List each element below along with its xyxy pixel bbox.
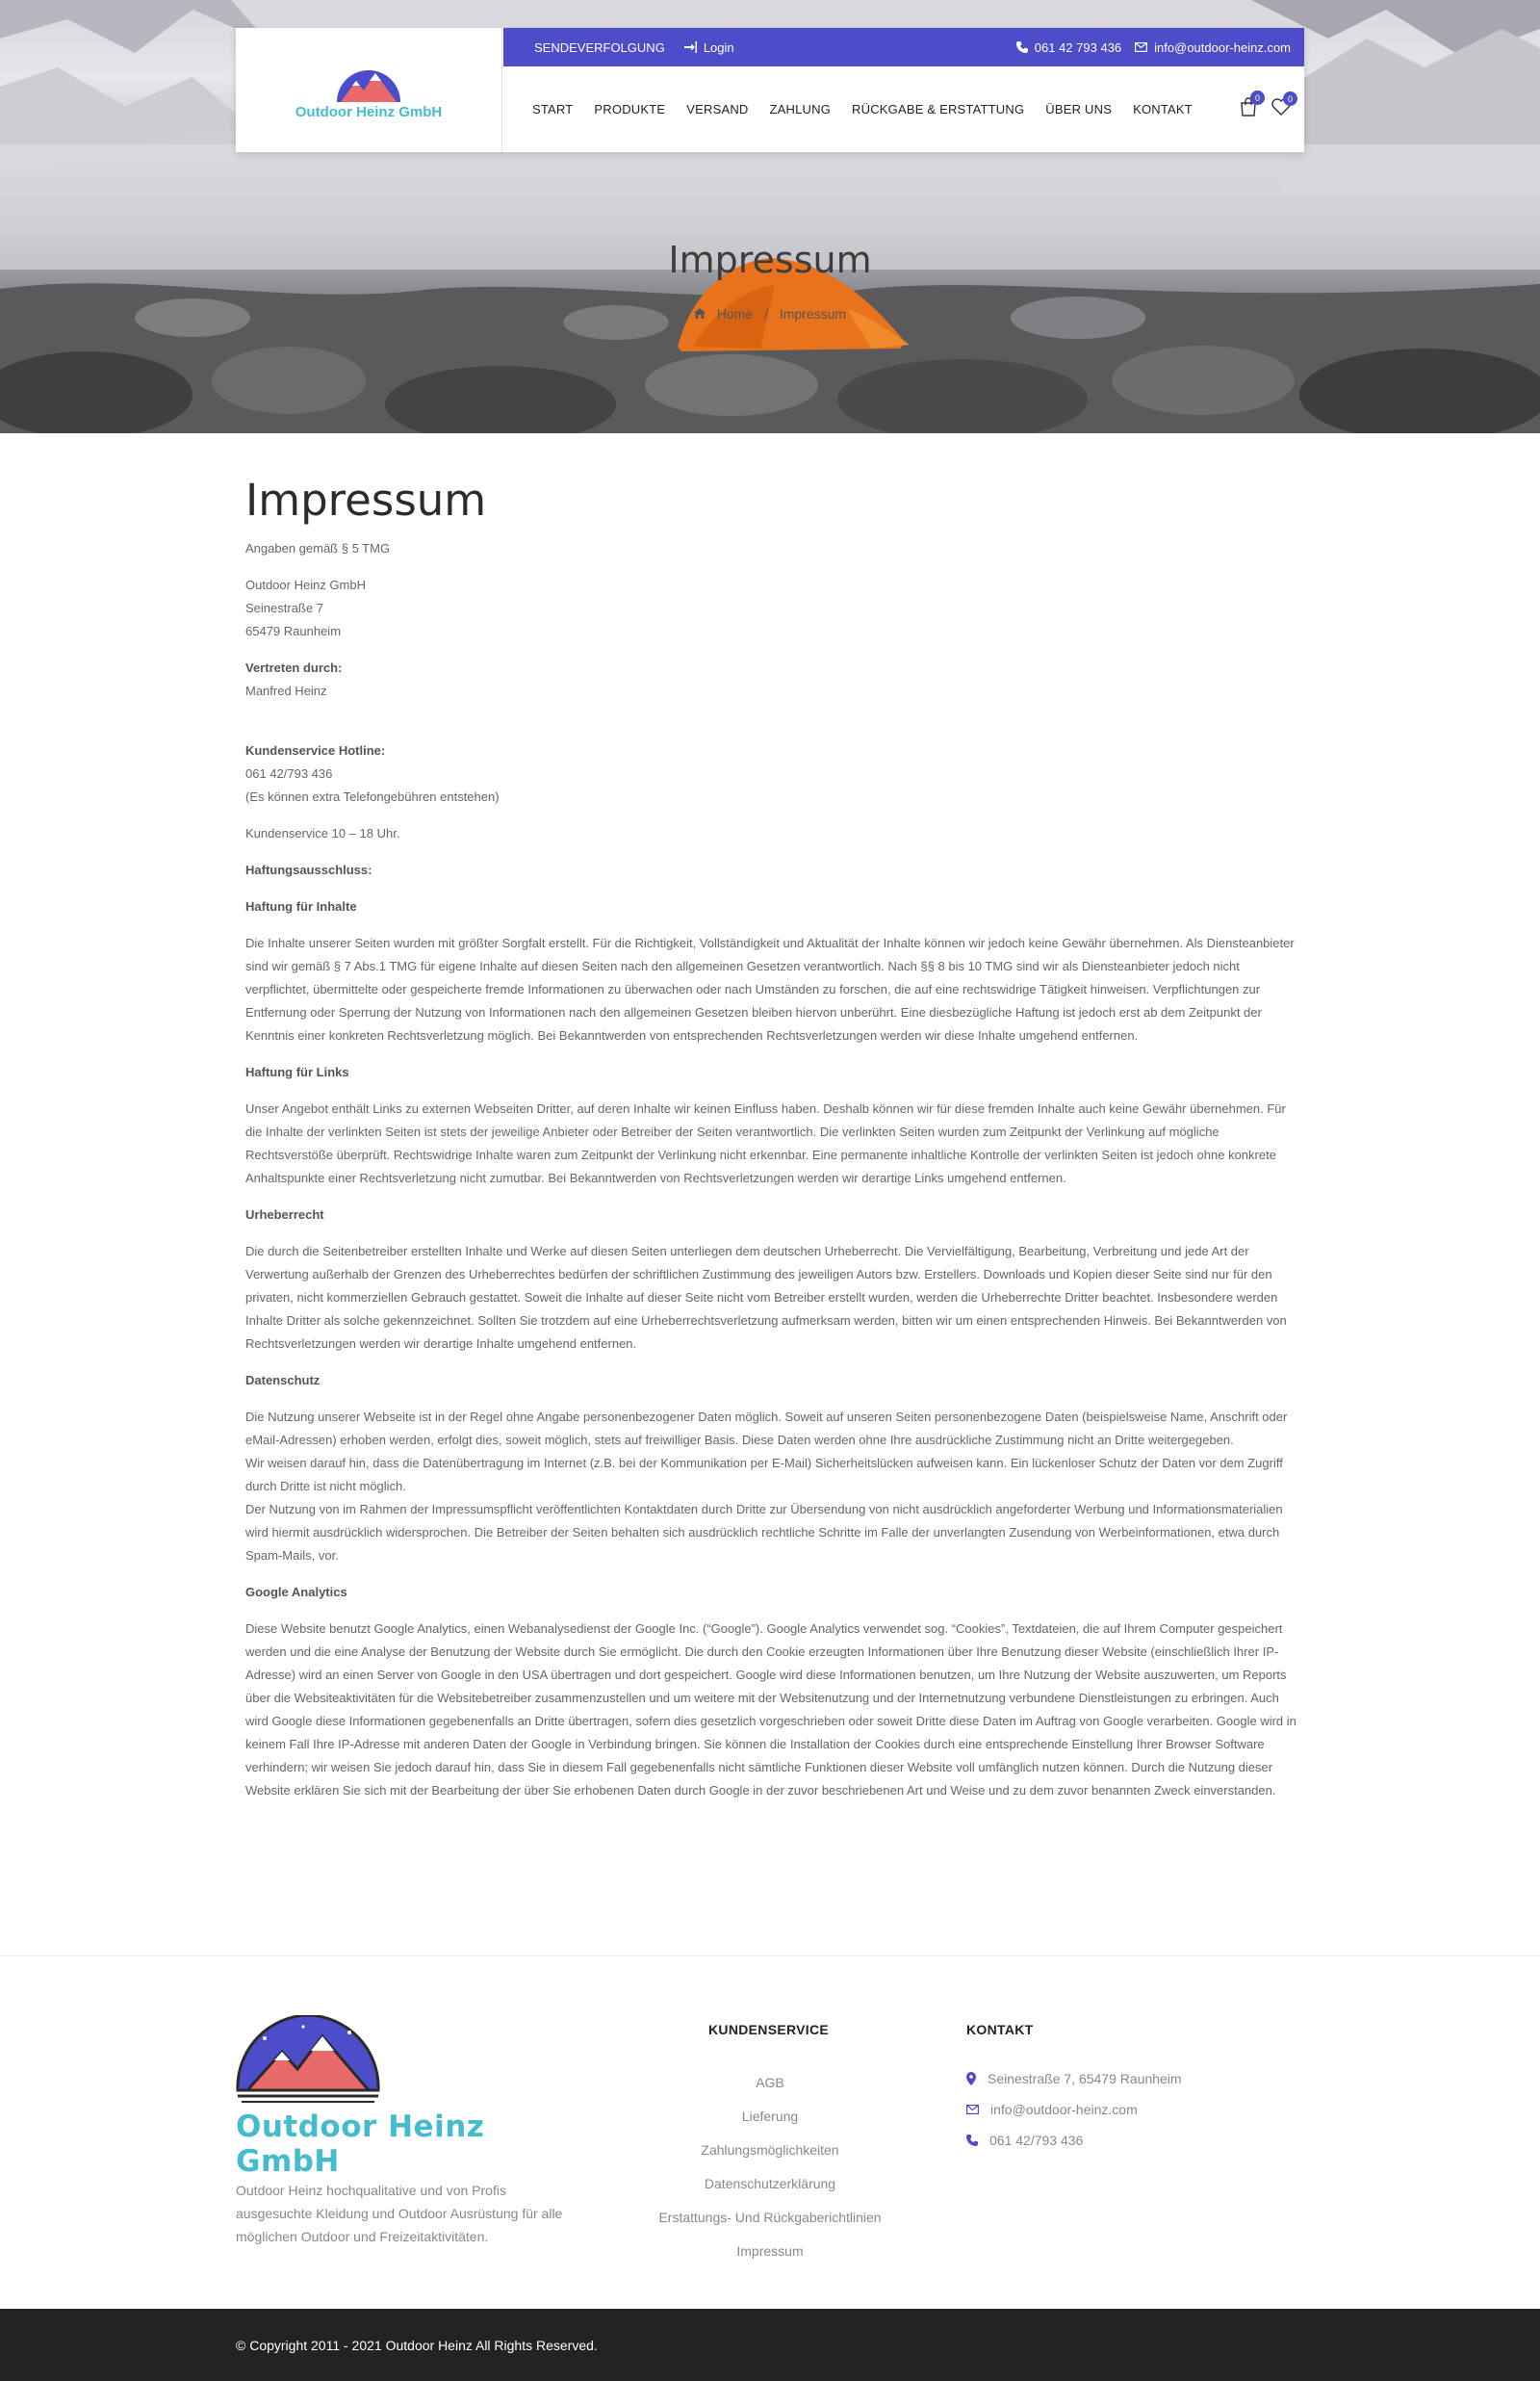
copyright-heading: Urheberrecht bbox=[245, 1207, 324, 1222]
cart-count-badge: 0 bbox=[1250, 91, 1265, 105]
hotline-label: Kundenservice Hotline: bbox=[245, 743, 386, 758]
tmg-notice: Angaben gemäß § 5 TMG bbox=[245, 541, 391, 556]
content-liability-text: Die Inhalte unserer Seiten wurden mit größter Sorgfalt erstellt. Für die Richtigkeit, Vollständigkeit und Aktualität der Inhalte können wir jedoch keine Gewähr übernehmen. Als Diensteanbieter sind wir gemäß § 7 Abs.1 TMG für eigene Inhalte auf diesen Seiten nach den allgemeinen Gesetzen verantwortlich. Nach §§ 8 bis 10 TMG sind wir als Diensteanbieter jedoch nicht verpflichtet, übermittelte oder gespeicherte fremde Informationen zu überwachen oder nach Umständen zu forschen, die auf eine rechtswidrige Tätigkeit hinweisen. Verpflichtungen zur Entfernung oder Sperrung der Nutzung von Informationen nach den allgemeinen Gesetzen bleiben hiervon unberührt. Eine diesbezügliche Haftung ist jedoch erst ab dem Zeitpunkt der Kenntnis einer konkreten Rechtsverletzung möglich. Bei Bekanntwerden von entsprechenden Rechtsverletzungen werden wir diese Inhalte umgehend entfernen. bbox=[245, 936, 1295, 1043]
nav-item-rueckgabe[interactable]: RÜCKGABE & ERSTATTUNG bbox=[852, 102, 1025, 116]
login-link[interactable] bbox=[684, 40, 734, 55]
contact-list bbox=[966, 2063, 1182, 2156]
represented-label: Vertreten durch: bbox=[245, 660, 343, 675]
service-links bbox=[616, 2066, 924, 2268]
nav-item-start[interactable]: START bbox=[532, 102, 574, 116]
footer-link-erstattung[interactable]: Erstattungs- Und Rückgaberichtlinien bbox=[658, 2210, 882, 2225]
contact-email-text: info@outdoor-heinz.com bbox=[990, 2102, 1138, 2117]
contact-title: KONTAKT bbox=[966, 2022, 1034, 2037]
mountain-logo-icon bbox=[333, 60, 404, 102]
footer-link-lieferung[interactable]: Lieferung bbox=[741, 2109, 799, 2124]
footer-divider bbox=[0, 1955, 1540, 1956]
envelope-icon bbox=[966, 2105, 979, 2114]
address-city: 65479 Raunheim bbox=[245, 624, 342, 638]
company-address bbox=[245, 574, 1296, 643]
liability-heading: Haftungsausschluss: bbox=[245, 863, 372, 877]
nav-item-produkte[interactable]: PRODUKTE bbox=[594, 102, 666, 116]
privacy-text-2: Wir weisen darauf hin, dass die Datenübertragung im Internet (z.B. bei der Kommunikation per E-Mail) Sicherheitslücken aufweisen kann. Ein lückenloser Schutz der Daten vor dem Zugriff durch Dritte ist nicht möglich. bbox=[245, 1456, 1283, 1493]
footer-logo-text: Outdoor Heinz GmbH bbox=[236, 2109, 485, 2179]
email-label: info@outdoor-heinz.com bbox=[1154, 39, 1291, 55]
content-liability-heading: Haftung für Inhalte bbox=[245, 899, 357, 914]
home-icon[interactable] bbox=[694, 306, 709, 322]
main-nav bbox=[503, 66, 1304, 152]
footer-link-zahlung[interactable]: Zahlungsmöglichkeiten bbox=[701, 2142, 839, 2158]
hotline-note: (Es können extra Telefongebühren entstehen) bbox=[245, 789, 500, 804]
nav-item-versand[interactable]: VERSAND bbox=[686, 102, 749, 116]
footer-link-impressum[interactable]: Impressum bbox=[736, 2243, 804, 2259]
represented-by bbox=[245, 657, 1296, 703]
nav-item-zahlung[interactable]: ZAHLUNG bbox=[769, 102, 832, 116]
contact-phone[interactable] bbox=[966, 2125, 1182, 2156]
analytics-heading: Google Analytics bbox=[245, 1585, 347, 1599]
hotline-number: 061 42/793 436 bbox=[245, 766, 333, 781]
address-company: Outdoor Heinz GmbH bbox=[245, 578, 366, 592]
service-title: KUNDENSERVICE bbox=[708, 2022, 829, 2037]
wishlist-count-badge: 0 bbox=[1283, 91, 1297, 106]
login-icon bbox=[684, 41, 697, 53]
contact-phone-text: 061 42/793 436 bbox=[989, 2133, 1084, 2148]
topbar bbox=[503, 28, 1304, 66]
footer-link-agb[interactable]: AGB bbox=[756, 2075, 784, 2090]
copyright-bar bbox=[0, 2309, 1540, 2381]
copyright-text: © Copyright 2011 - 2021 Outdoor Heinz All Rights Reserved. bbox=[236, 2337, 598, 2353]
address-street: Seinestraße 7 bbox=[245, 601, 323, 615]
page-title: Impressum bbox=[245, 475, 487, 526]
links-liability-text: Unser Angebot enthält Links zu externen Webseiten Dritter, auf deren Inhalte wir keinen Einfluss haben. Deshalb können wir für diese fremden Inhalte auch keine Gewähr übernehmen. Für die Inhalte der verlinkten Seiten ist stets der jeweilige Anbieter oder Betreiber der Seiten verantwortlich. Die verlinkten Seiten wurden zum Zeitpunkt der Verlinkung auf mögliche Rechtsverstöße überprüft. Rechtswidrige Inhalte waren zum Zeitpunkt der Verlinkung nicht erkennbar. Eine permanente inhaltliche Kontrolle der verlinkten Seiten ist jedoch ohne konkrete Anhaltspunkte einer Rechtsverletzung nicht zumutbar. Bei Bekanntwerden von Rechtsverletzungen werden wir derartige Links umgehend entfernen. bbox=[245, 1101, 1286, 1185]
breadcrumb-current: Impressum bbox=[779, 306, 847, 322]
contact-email[interactable] bbox=[966, 2094, 1182, 2125]
footer-description: Outdoor Heinz hochqualitative und von Profis ausgesuchte Kleidung und Outdoor Ausrüstung für alle möglichen Outdoor und Freizeitaktivitäten. bbox=[236, 2183, 563, 2244]
privacy-text-3: Der Nutzung von im Rahmen der Impressumspflicht veröffentlichten Kontaktdaten durch Dritte zur Übersendung von nicht ausdrücklich angeforderter Werbung und Informationsmaterialien wird hiermit ausdrücklich widersprochen. Die Betreiber der Seiten behalten sich ausdrücklich rechtliche Schritte im Falle der unverlangten Zusendung von Werbeinformationen, etwa durch Spam-Mails, vor. bbox=[245, 1502, 1283, 1563]
breadcrumb bbox=[0, 306, 1540, 322]
logo[interactable] bbox=[236, 28, 502, 152]
cart-button[interactable] bbox=[1239, 92, 1260, 121]
copyright-text: Die durch die Seitenbetreiber erstellten Inhalte und Werke auf diesen Seiten unterliegen dem deutschen Urheberrecht. Die Vervielfältigung, Bearbeitung, Verbreitung und jede Art der Verwertung außerhalb der Grenzen des Urheberrechtes bedürfen der schriftlichen Zustimmung des jeweiligen Autors bzw. Erstellers. Downloads und Kopien dieser Seite sind nur für den privaten, nicht kommerziellen Gebrauch gestattet. Soweit die Inhalte auf dieser Seite nicht vom Betreiber erstellt wurden, werden die Urheberrechte Dritter beachtet. Insbesondere werden Inhalte Dritter als solche gekennzeichnet. Sollten Sie trotzdem auf eine Urheberrechtsverletzung aufmerksam werden, bitten wir um einen entsprechenden Hinweis. Bei Bekanntwerden von Rechtsverletzungen werden wir derartige Inhalte umgehend entfernen. bbox=[245, 1244, 1287, 1351]
hero-title: Impressum bbox=[668, 239, 872, 281]
login-label: Login bbox=[703, 39, 734, 55]
hotline bbox=[245, 739, 1296, 809]
privacy-text-1: Die Nutzung unserer Webseite ist in der Regel ohne Angabe personenbezogener Daten möglich. Soweit auf unseren Seiten personenbezogene Daten (beispielsweise Name, Anschrift oder eMail-Adressen) erhoben werden, erfolgt dies, soweit möglich, stets auf freiwilliger Basis. Diese Daten werden ohne Ihre ausdrückliche Zustimmung nicht an Dritte weitergegeben. bbox=[245, 1410, 1288, 1447]
phone-icon bbox=[966, 2135, 978, 2146]
privacy-heading: Datenschutz bbox=[245, 1373, 321, 1387]
contact-address bbox=[966, 2063, 1182, 2094]
analytics-text: Diese Website benutzt Google Analytics, einen Webanalysedienst der Google Inc. (“Google”). Google Analytics verwendet sog. “Cookies”, Textdateien, die auf Ihrem Computer gespeichert werden und die eine Analyse der Benutzung der Website durch Sie ermöglicht. Die durch den Cookie erzeugten Informationen über Ihre Benutzung dieser Website (einschließlich Ihrer IP-Adresse) wird an einen Server von Google in den USA übertragen und dort gespeichert. Google wird diese Informationen benutzen, um Ihre Nutzung der Website auszuwerten, um Reports über die Websiteaktivitäten für die Websitebetreiber zusammenzustellen und um weitere mit der Websitenutzung und der Internetnutzung verbundene Dienstleistungen zu erbringen. Auch wird Google diese Informationen gegebenenfalls an Dritte übertragen, sofern dies gesetzlich vorgeschrieben oder soweit Dritte diese Daten im Auftrag von Google verarbeiten. Google wird in keinem Fall Ihre IP-Adresse mit anderen Daten der Google in Verbindung bringen. Sie können die Installation der Cookies durch eine entsprechende Einstellung Ihrer Browser Software verhindern; wir weisen Sie jedoch darauf hin, dass Sie in diesem Fall gegebenenfalls nicht sämtliche Funktionen dieser Website voll umfänglich nutzen können. Durch die Nutzung dieser Website erklären Sie sich mit der Bearbeitung der über Sie erhobenen Daten durch Google in der zuvor beschriebenen Art und Weise und zu dem zuvor benannten Zweck einverstanden. bbox=[245, 1621, 1296, 1798]
contact-address-text: Seinestraße 7, 65479 Raunheim bbox=[988, 2071, 1182, 2086]
phone-icon bbox=[1016, 41, 1028, 53]
email-link[interactable] bbox=[1135, 40, 1291, 55]
breadcrumb-home[interactable]: Home bbox=[716, 306, 754, 322]
tracking-label: SENDEVERFOLGUNG bbox=[534, 39, 665, 55]
footer-link-datenschutz[interactable]: Datenschutzerklärung bbox=[704, 2176, 836, 2191]
nav-item-kontakt[interactable]: KONTAKT bbox=[1133, 102, 1193, 116]
envelope-icon bbox=[1135, 42, 1147, 52]
site-header bbox=[236, 28, 1304, 152]
map-pin-icon bbox=[966, 2072, 976, 2085]
service-hours: Kundenservice 10 – 18 Uhr. bbox=[245, 826, 400, 841]
nav-item-ueber-uns[interactable]: ÜBER UNS bbox=[1045, 102, 1113, 116]
represented-name: Manfred Heinz bbox=[245, 684, 327, 698]
wishlist-button[interactable] bbox=[1271, 93, 1293, 120]
tracking-link[interactable] bbox=[534, 40, 665, 55]
phone-link[interactable] bbox=[1016, 40, 1121, 55]
links-liability-heading: Haftung für Links bbox=[245, 1065, 349, 1079]
footer-logo-icon[interactable] bbox=[236, 2015, 380, 2107]
phone-label: 061 42 793 436 bbox=[1034, 39, 1122, 55]
impressum-content bbox=[245, 472, 1296, 1816]
privacy-text bbox=[245, 1406, 1296, 1567]
breadcrumb-separator: / bbox=[764, 306, 768, 322]
logo-text: Outdoor Heinz GmbH bbox=[295, 104, 443, 120]
